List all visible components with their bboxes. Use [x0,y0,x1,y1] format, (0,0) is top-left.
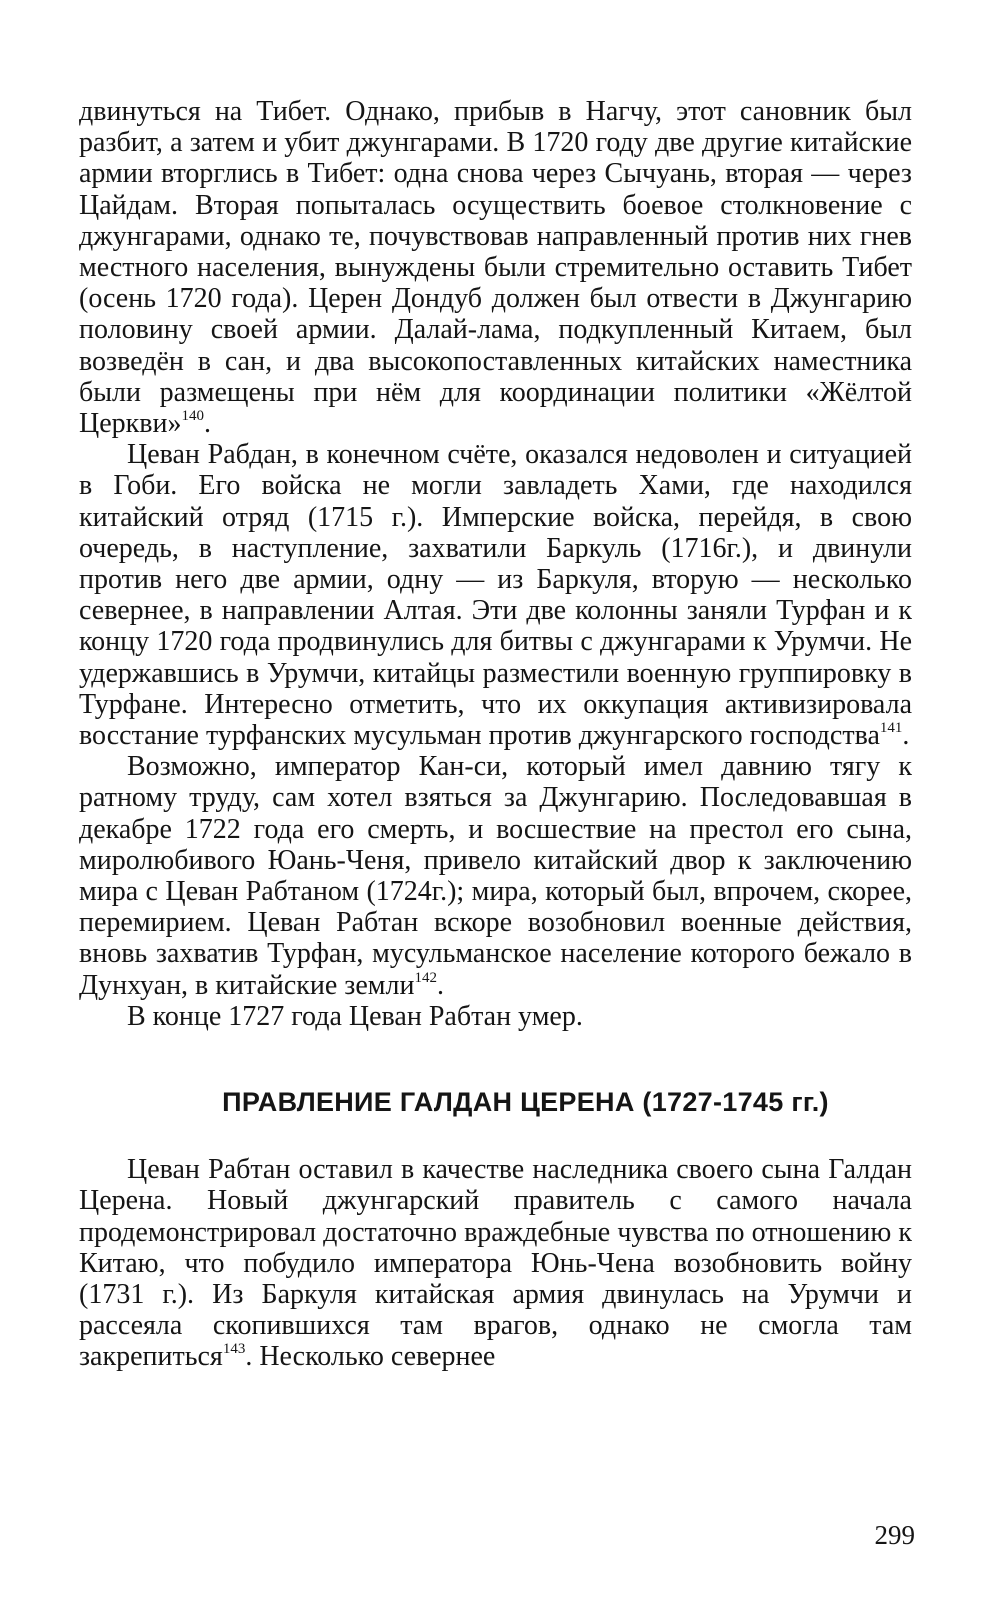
paragraph-3-tail: . [436,969,444,1001]
paragraph-4-text: В конце 1727 года Цеван Рабтан умер. [127,1000,583,1032]
footnote-ref-143: 143 [222,1341,246,1358]
footnote-ref-142: 142 [414,969,437,986]
paragraph-3 [79,751,912,1001]
paragraph-1 [79,96,912,439]
page-body [79,96,912,1373]
paragraph-1-tail: . [203,408,211,440]
paragraph-4 [79,1001,912,1032]
footnote-ref-140: 140 [181,408,204,425]
page-number: 299 [874,1520,915,1550]
paragraph-1-text: двинуться на Тибет. Однако, прибыв в Нагчу, этот сановник был разбит, а затем и убит джунгарами. В 1720 году две другие китайские армии вторглись в Тибет: одна снова через Сычуань, вторая — через Цайдам. Вторая попыталась осуществить боевое столкновение с джунгарами, однако те, почувствовав направленный против них гнев местного населения, вынуждены были стремительно оставить Тибет (осень 1720 года). Церен Дондуб должен был отвести в Джунгарию половину своей армии. Далай-лама, подкупленный Китаем, был возведён в сан, и два высокопоставленных китайских наместника были размещены при нём для координации политики «Жёлтой Церкви» [79,96,912,440]
paragraph-2 [79,439,912,751]
section-paragraph-tail: . Несколько севернее [245,1341,496,1373]
paragraph-3-text: Возможно, император Кан-си, который имел давнию тягу к ратному труду, сам хотел взяться за Джунгарию. Последовавшая в декабре 1722 года его смерть, и восшествие на престол его сына, миролюбивого Юань-Ченя, привело китайский двор к заключению мира с Цеван Рабтаном (1724г.); мира, который был, впрочем, скорее, перемирием. Цеван Рабтан вскоре возобновил военные действия, вновь захватив Турфан, мусульманское население которого бежало в Дунхуан, в китайские земли [79,751,912,1001]
section-paragraph-text: Цеван Рабтан оставил в качестве наследника своего сына Галдан Церена. Новый джунгарский правитель с самого начала продемонстрировал достаточно враждебные чувства по отношению к Китаю, что побудило императора Юнь-Чена возобновить войну (1731 г.). Из Баркуля китайская армия двинулась на Урумчи и рассеяла скопившихся там врагов, однако не смогла там закрепиться [79,1154,912,1373]
paragraph-2-text: Цеван Рабдан, в конечном счёте, оказался недоволен и ситуацией в Гоби. Его войска не могли завладеть Хами, где находился китайский отряд (1715 г.). Имперские войска, перейдя, в свою очередь, в наступление, захватили Баркуль (1716г.), и двинули против него две армии, одну — из Баркуля, вторую — несколько севернее, в направлении Алтая. Эти две колонны заняли Турфан и к концу 1720 года продвинулись для битвы с джунгарами к Урумчи. Не удержавшись в Урумчи, китайцы разместили военную группировку в Турфане. Интересно отметить, что их оккупация активизировала восстание турфанских мусульман против джунгарского господства [79,439,912,752]
section-heading: ПРАВЛЕНИЕ ГАЛДАН ЦЕРЕНА (1727-1745 гг.) [222,1087,829,1118]
paragraph-2-tail: . [902,720,910,752]
footnote-ref-141: 141 [879,720,903,737]
section-paragraph [79,1154,912,1372]
